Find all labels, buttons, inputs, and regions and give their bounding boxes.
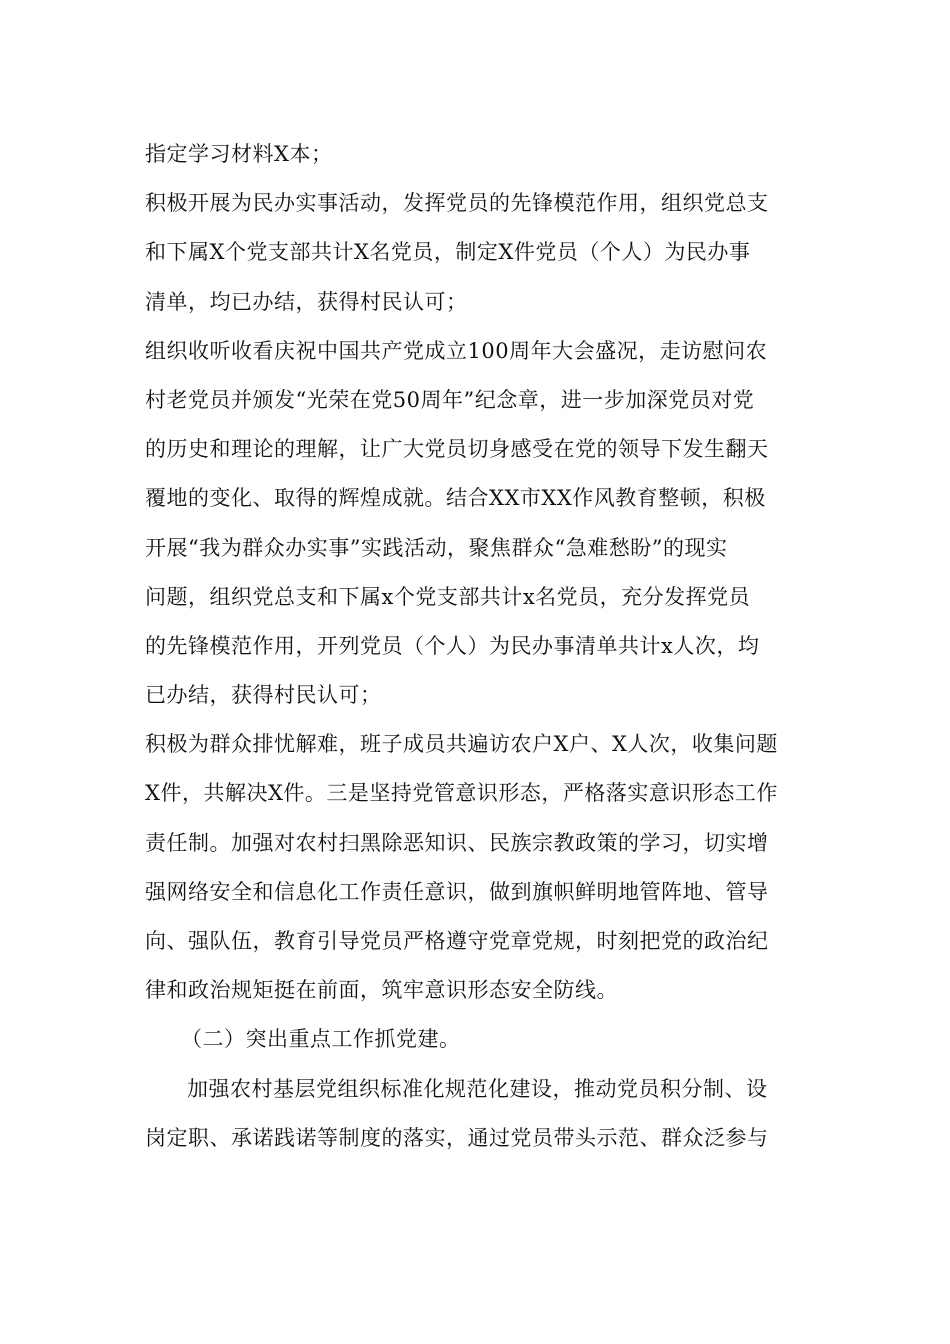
text-line: 村老党员并颁发“光荣在党50周年”纪念章，进一步加深党员对党 xyxy=(145,387,755,412)
text-line: 向、强队伍，教育引导党员严格遵守党章党规，时刻把党的政治纪 xyxy=(145,929,769,953)
text-line: 覆地的变化、取得的辉煌成就。结合XX市XX作风教育整顿，积极 xyxy=(145,486,766,511)
text-line: 强网络安全和信息化工作责任意识，做到旗帜鲜明地管阵地、管导 xyxy=(145,879,769,904)
text-line: 的历史和理论的理解，让广大党员切身感受在党的领导下发生翻天 xyxy=(145,437,769,462)
text-line: 开展“我为群众办实事”实践活动，聚焦群众“急难愁盼”的现实 xyxy=(145,535,728,560)
text-line: 清单，均已办结，获得村民认可； xyxy=(145,289,468,314)
section-heading: （二）突出重点工作抓党建。 xyxy=(181,1027,461,1052)
text-line: 律和政治规矩挺在前面，筑牢意识形态安全防线。 xyxy=(145,978,618,1003)
text-line: X件，共解决X件。三是坚持党管意识形态，严格落实意识形态工作 xyxy=(145,781,778,806)
text-line: 组织收听收看庆祝中国共产党成立100周年大会盛况，走访慰问农 xyxy=(145,338,768,363)
text-line: 已办结，获得村民认可； xyxy=(145,683,382,708)
text-line: 积极为群众排忧解难，班子成员共遍访农户X户、X人次，收集问题 xyxy=(145,732,778,757)
document-body xyxy=(145,134,809,1159)
text-line: 责任制。加强对农村扫黑除恶知识、民族宗教政策的学习，切实增 xyxy=(145,830,769,855)
text-line: 指定学习材料X本； xyxy=(145,142,333,166)
text-line: 加强农村基层党组织标准化规范化建设，推动党员积分制、设 xyxy=(187,1076,768,1101)
text-line: 的先锋模范作用，开列党员（个人）为民办事清单共计x人次，均 xyxy=(145,633,760,658)
text-line: 岗定职、承诺践诺等制度的落实，通过党员带头示范、群众泛参与 xyxy=(145,1125,769,1150)
text-line: 积极开展为民办实事活动，发挥党员的先锋模范作用，组织党总支 xyxy=(145,191,769,216)
text-line: 和下属X个党支部共计X名党员，制定X件党员（个人）为民办事 xyxy=(145,240,751,265)
text-line: 问题，组织党总支和下属x个党支部共计x名党员，充分发挥党员 xyxy=(145,584,751,609)
